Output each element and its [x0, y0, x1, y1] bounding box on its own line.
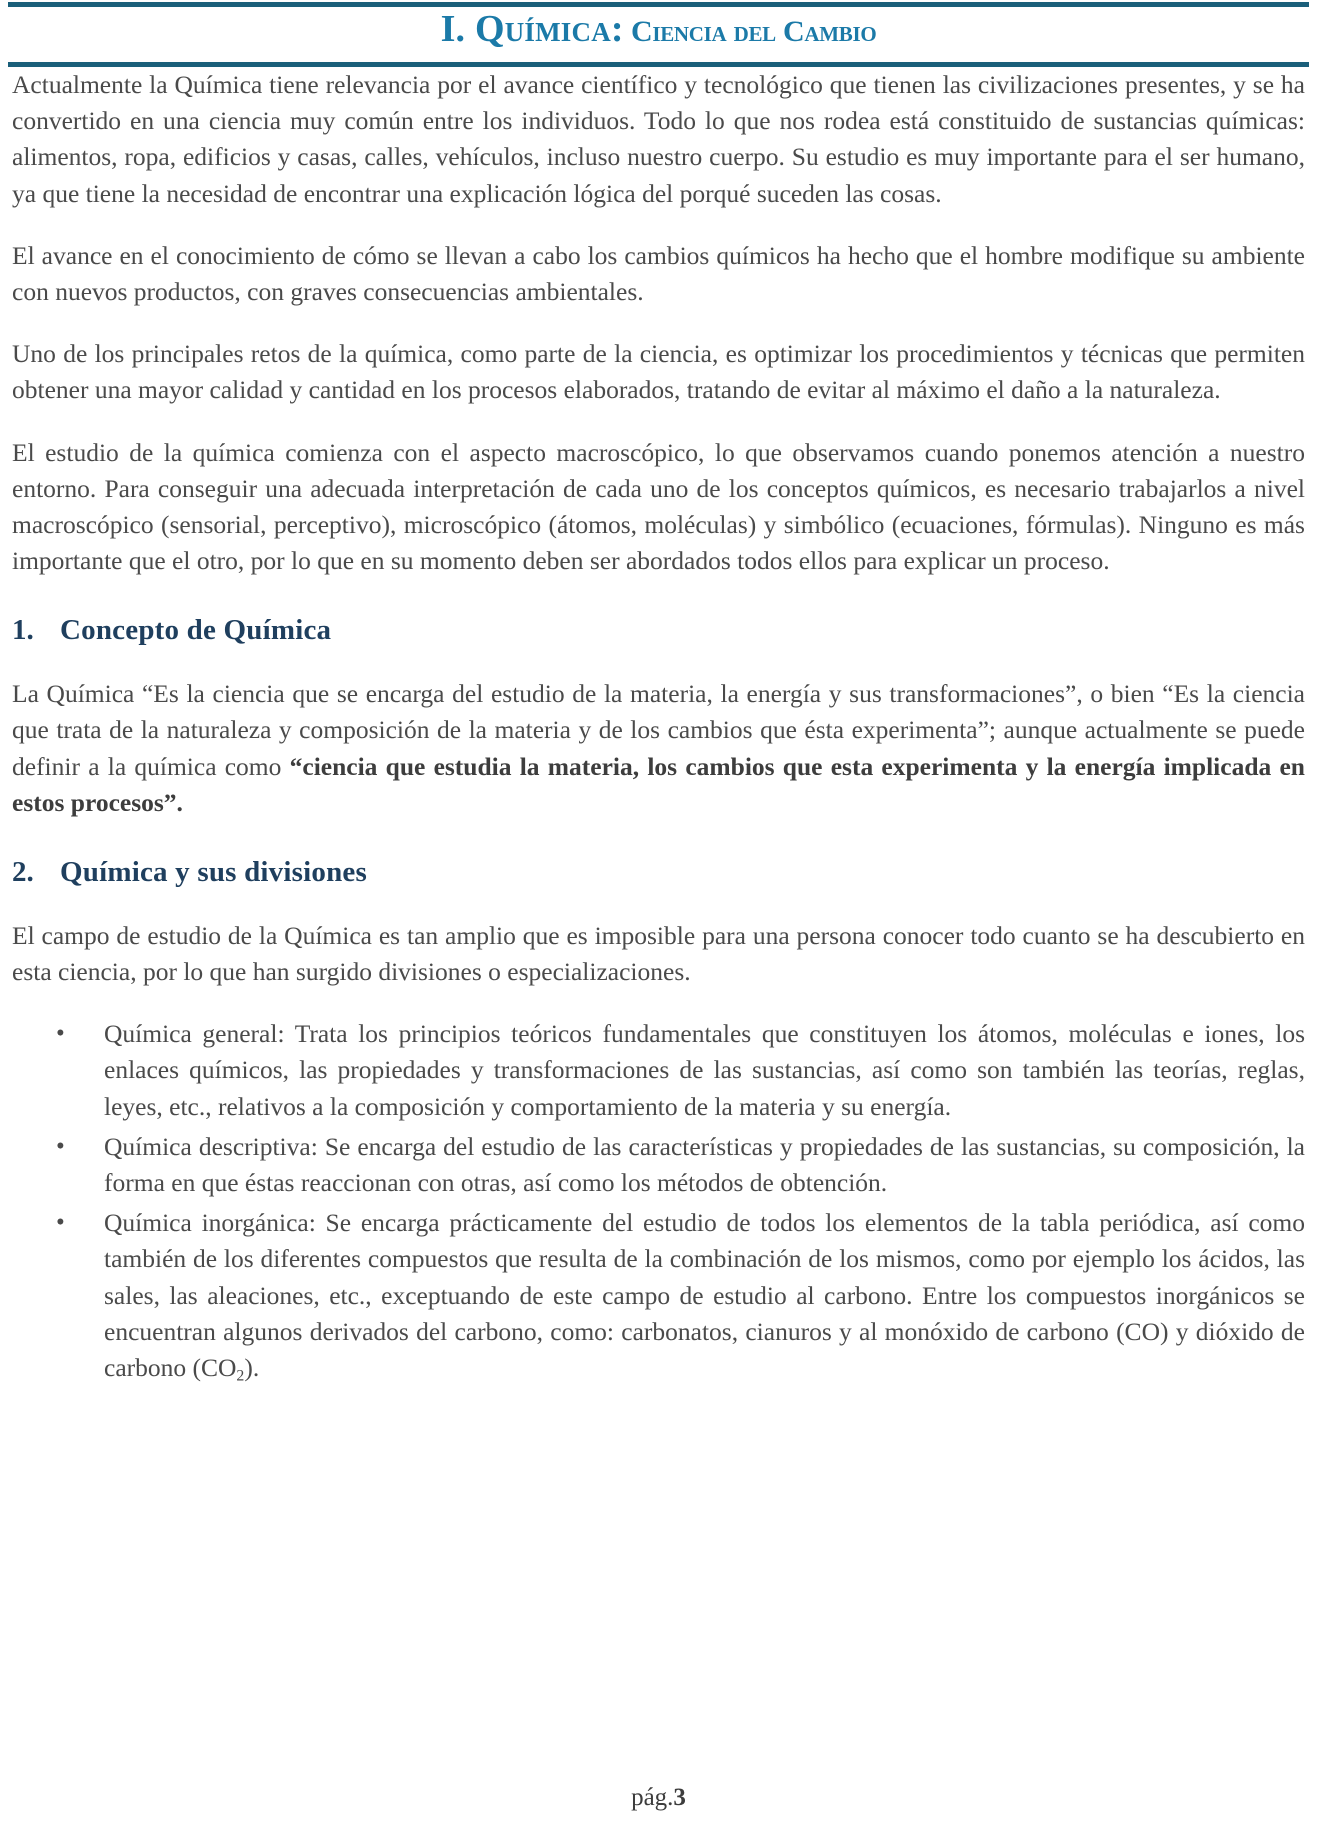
document-body: [8, 67, 1309, 1388]
section-2-intro-paragraph: El campo de estudio de la Química es tan amplio que es imposible para una persona conocer todo cuanto se ha descubierto en esta ciencia, por lo que han surgido divisiones o especializaciones.: [12, 920, 1305, 986]
section-number-1: 1.: [12, 614, 34, 647]
intro-paragraph-3: Uno de los principales retos de la química, como parte de la ciencia, es optimizar los procedimientos y técnicas que permiten obtener una mayor calidad y cantidad en los procesos elaborados, tratando de evitar al máximo el daño a la naturaleza.: [12, 339, 1305, 405]
intro-paragraph-2: El avance en el conocimiento de cómo se llevan a cabo los cambios químicos ha hecho que el hombre modifique su ambiente con nuevos productos, con graves consecuencias ambientales.: [12, 240, 1305, 306]
footer-label: pág.: [631, 1784, 674, 1811]
page-title-subtitle: Ciencia del Cambio: [623, 15, 877, 48]
document-page: [0, 2, 1317, 1826]
document-header: [8, 7, 1309, 62]
divisions-list: [12, 1016, 1305, 1388]
page-footer: [0, 1784, 1317, 1812]
bullet-icon: •: [56, 1020, 65, 1048]
chemical-subscript: 2: [236, 1367, 245, 1385]
list-item: [12, 1205, 1305, 1388]
footer-page-number: 3: [673, 1784, 686, 1811]
bullet-icon: •: [56, 1132, 65, 1160]
section-title-2: Química y sus divisiones: [60, 855, 367, 888]
page-title-main: I. Química:: [440, 8, 624, 50]
intro-paragraph-1: Actualmente la Química tiene relevancia por el avance científico y tecnológico que tienen las civilizaciones presentes, y se ha convertido en una ciencia muy común entre los individuos. Todo lo que nos rodea está constituido de sustancias químicas: alimentos, ropa, edificios y casas, calles, vehículos, incluso nuestro cuerpo. Su estudio es muy importante para el ser humano, ya que tiene la necesidad de encontrar una explicación lógica del porqué suceden las cosas.: [12, 69, 1305, 208]
list-item-text: Química inorgánica: Se encarga prácticamente del estudio de todos los elementos de la tabla periódica, así como también de los diferentes compuestos que resulta de la combinación de los mismos, como por ejemplo los ácidos, las sales, las aleaciones, etc., exceptuando de este campo de estudio al carbono. Entre los compuestos inorgánicos se encuentran algunos derivados del carbono, como: carbonatos, cianuros y al monóxido de carbono (CO) y dióxido de carbono (CO: [104, 1208, 1305, 1382]
list-item: [12, 1129, 1305, 1201]
list-item-text-tail: ).: [244, 1352, 260, 1382]
section-1-text-normal: La Química “Es la ciencia que se encarga del estudio de la materia, la energía y sus transformaciones”, o bien “Es la ciencia que trata de la naturaleza y composición de la materia y de los cambios que ésta experimenta”; aunque actualmente se puede definir a la química como: [12, 679, 1305, 781]
section-heading-2: [12, 855, 1305, 890]
section-1-paragraph: [12, 676, 1305, 821]
list-item: [12, 1016, 1305, 1125]
list-item-text: Química descriptiva: Se encarga del estudio de las características y propiedades de las sustancias, su composición, la forma en que éstas reaccionan con otras, así como los métodos de obtención.: [104, 1131, 1305, 1197]
intro-paragraph-4: El estudio de la química comienza con el aspecto macroscópico, lo que observamos cuando ponemos atención a nuestro entorno. Para conseguir una adecuada interpretación de cada uno de los conceptos químicos, es necesario trabajarlos a nivel macroscópico (sensorial, perceptivo), microscópico (átomos, moléculas) y simbólico (ecuaciones, fórmulas). Ninguno es más importante que el otro, por lo que en su momento deben ser abordados todos ellos para explicar un proceso.: [12, 437, 1305, 576]
section-1-text-bold: “ciencia que estudia la materia, los cambios que esta experimenta y la energía implicada en estos procesos”.: [12, 751, 1305, 817]
section-title-1: Concepto de Química: [60, 614, 332, 647]
bullet-icon: •: [56, 1209, 65, 1237]
list-item-text: Química general: Trata los principios teóricos fundamentales que constituyen los átomos, moléculas e iones, los enlaces químicos, las propiedades y transformaciones de las sustancias, así como son también las teorías, reglas, leyes, etc., relativos a la composición y comportamiento de la materia y su energía.: [104, 1019, 1305, 1121]
page-title: [8, 7, 1309, 62]
section-number-2: 2.: [12, 855, 34, 888]
section-heading-1: [12, 613, 1305, 648]
